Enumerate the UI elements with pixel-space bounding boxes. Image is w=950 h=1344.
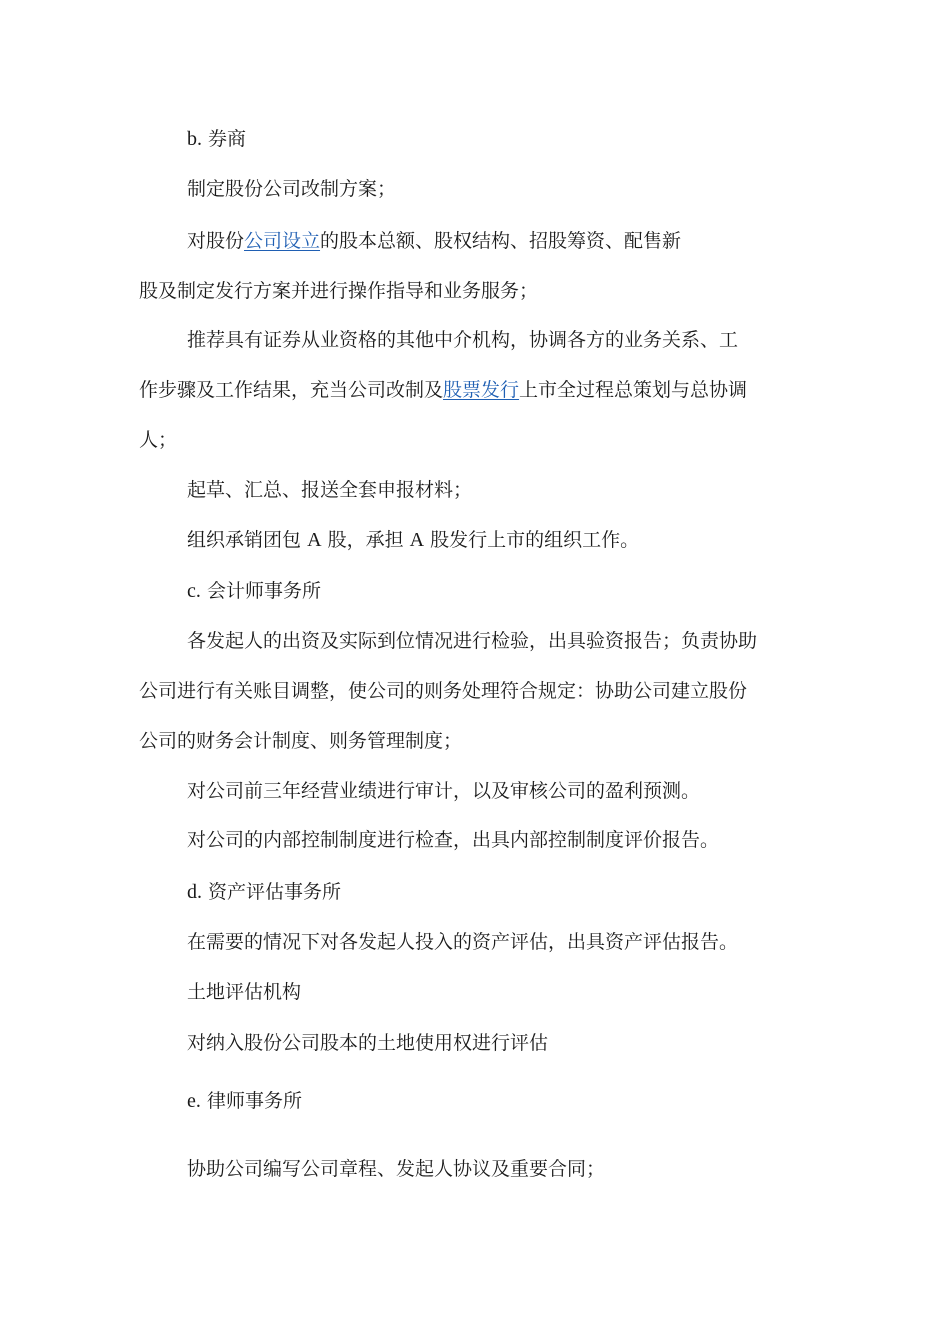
text-run: A — [307, 529, 322, 551]
section-b-heading — [187, 127, 246, 151]
paragraph-continuation: 人； — [139, 429, 178, 451]
paragraph: 制定股份公司改制方案； — [187, 178, 397, 200]
section-d-heading — [187, 880, 341, 904]
paragraph: 协助公司编写公司章程、发起人协议及重要合同； — [187, 1158, 606, 1180]
section-e-letter: e. — [187, 1090, 201, 1112]
text-run: 作步骤及工作结果，充当公司改制及 — [139, 379, 444, 401]
text-run: 对股份 — [187, 230, 245, 252]
section-d-title: 资产评估事务所 — [208, 881, 342, 903]
company-setup-link[interactable]: 公司设立 — [244, 230, 321, 252]
text-run: 股，承担 — [327, 529, 404, 551]
paragraph-continuation: 股及制定发行方案并进行操作指导和业务服务； — [139, 280, 539, 302]
paragraph: 在需要的情况下对各发起人投入的资产评估，出具资产评估报告。 — [187, 931, 739, 953]
section-b-title: 券商 — [208, 128, 247, 150]
paragraph: 推荐具有证券从业资格的其他中介机构，协调各方的业务关系、工 — [187, 329, 739, 351]
stock-issuance-link[interactable]: 股票发行 — [443, 379, 520, 401]
paragraph: 土地评估机构 — [187, 981, 302, 1003]
section-d-letter: d. — [187, 881, 202, 903]
section-e-title: 律师事务所 — [206, 1090, 302, 1112]
paragraph: 各发起人的出资及实际到位情况进行检验，出具验资报告；负责协助 — [187, 630, 758, 652]
text-run: 组织承销团包 — [187, 529, 302, 551]
section-e-heading — [187, 1089, 302, 1113]
paragraph: 对公司前三年经营业绩进行审计，以及审核公司的盈利预测。 — [187, 780, 701, 802]
text-run: 上市全过程总策划与总协调 — [519, 379, 748, 401]
paragraph: 对纳入股份公司股本的土地使用权进行评估 — [187, 1032, 549, 1054]
section-c-heading — [187, 579, 321, 603]
paragraph — [187, 528, 639, 552]
text-run: 股发行上市的组织工作。 — [430, 529, 640, 551]
text-run: 的股本总额、股权结构、招股筹资、配售新 — [320, 230, 682, 252]
paragraph-continuation: 公司的财务会计制度、则务管理制度； — [139, 730, 463, 752]
text-run: A — [409, 529, 425, 551]
paragraph — [187, 229, 681, 253]
paragraph: 对公司的内部控制制度进行检查，出具内部控制制度评价报告。 — [187, 829, 720, 851]
paragraph-continuation: 公司进行有关账目调整，使公司的则务处理符合规定：协助公司建立股份 — [139, 680, 748, 702]
paragraph: 起草、汇总、报送全套申报材料； — [187, 479, 473, 501]
section-c-title: 会计师事务所 — [206, 580, 321, 602]
section-c-letter: c. — [187, 580, 201, 602]
paragraph-continuation — [139, 378, 747, 402]
section-b-letter: b. — [187, 128, 202, 150]
